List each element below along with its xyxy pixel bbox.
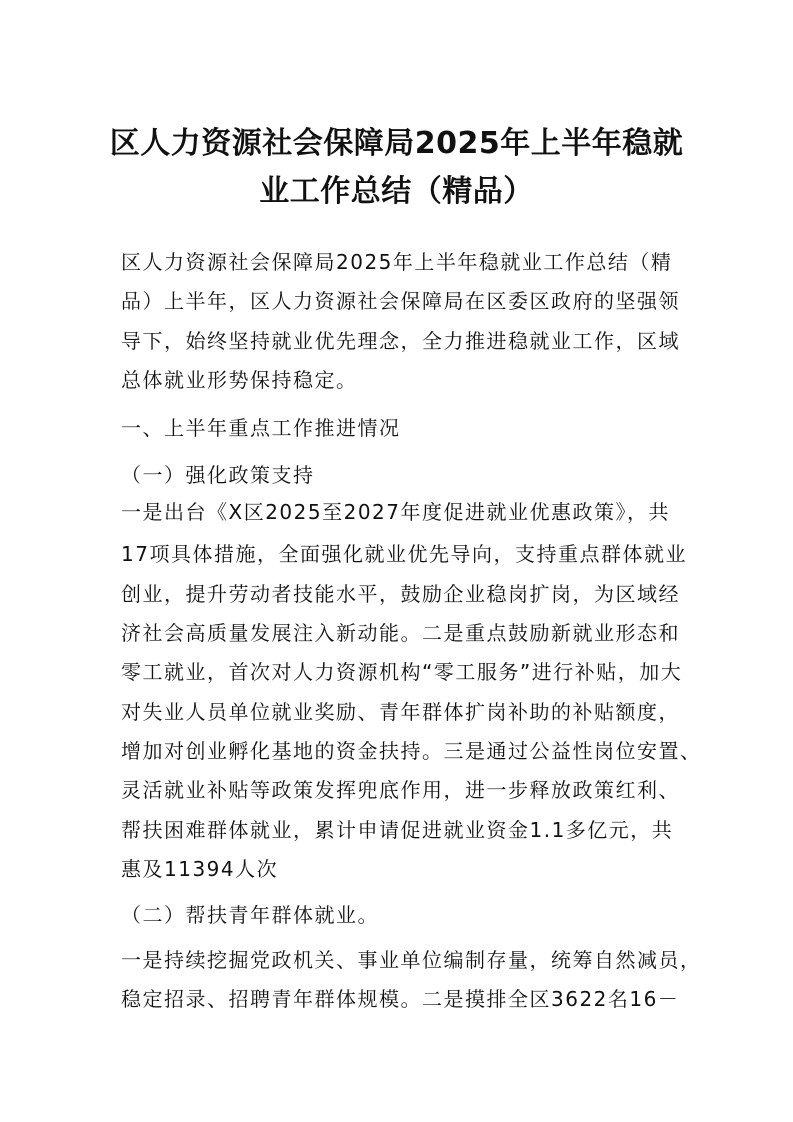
body-line: 帮扶困难群体就业，累计申请促进就业资金1.1多亿元，共 [121, 818, 674, 842]
body-line: 区人力资源社会保障局2025年上半年稳就业工作总结（精 [121, 250, 673, 274]
body-line: 零工就业，首次对人力资源机构“零工服务”进行补贴，加大 [121, 660, 683, 684]
body-line: 导下，始终坚持就业优先理念，全力推进稳就业工作，区域 [121, 329, 680, 353]
body-line: 一是持续挖掘党政机关、事业单位编制存量，统筹自然减员， [121, 948, 702, 972]
body-line: 一是出台《X区2025至2027年度促进就业优惠政策》，共 [121, 500, 670, 524]
subsection-heading: （二）帮扶青年群体就业。 [121, 903, 379, 927]
body-line: 惠及11394人次 [121, 857, 279, 881]
body-line: 创业，提升劳动者技能水平，鼓励企业稳岗扩岗，为区域经 [121, 582, 680, 606]
body-line: 灵活就业补贴等政策发挥兜底作用，进一步释放政策红利、 [121, 778, 680, 802]
body-line: 17项具体措施，全面强化就业优先导向，支持重点群体就业 [121, 542, 687, 566]
body-line: 品）上半年，区人力资源社会保障局在区委区政府的坚强领 [121, 289, 680, 313]
body-line: 对失业人员单位就业奖励、青年群体扩岗补助的补贴额度， [121, 700, 680, 724]
body-line: 总体就业形势保持稳定。 [121, 368, 358, 392]
document-title-line-2: 业工作总结（精品） [259, 174, 534, 209]
body-line: 稳定招录、招聘青年群体规模。二是摸排全区3622名16－ [121, 987, 680, 1011]
body-line: 增加对创业孵化基地的资金扶持。三是通过公益性岗位安置、 [121, 739, 702, 763]
document-title-line-1: 区人力资源社会保障局2025年上半年稳就 [109, 126, 684, 161]
section-heading: 一、上半年重点工作推进情况 [121, 416, 401, 440]
subsection-heading: （一）强化政策支持 [121, 463, 315, 487]
body-line: 济社会高质量发展注入新动能。二是重点鼓励新就业形态和 [121, 621, 680, 645]
